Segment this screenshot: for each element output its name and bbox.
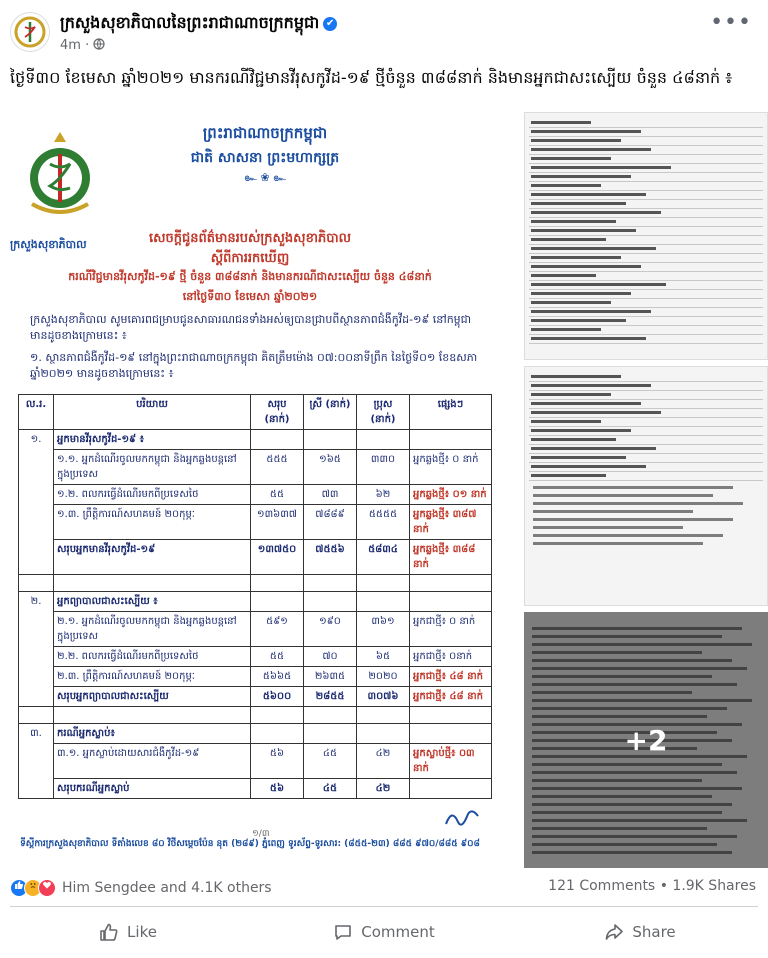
moh-emblem-icon [20, 128, 100, 238]
row-desc: ១.១. អ្នកដំណើរចូលមកកម្ពុជា និងអ្នកឆ្លងបន្តនៅក្នុងប្រទេស [54, 450, 251, 485]
row-male: ៣៦១ [357, 612, 410, 647]
share-icon [604, 922, 624, 942]
doc-title-1: សេចក្តីជូនព័ត៌មានរបស់ក្រសួងសុខាភិបាល [149, 231, 351, 246]
ornament: ๛ ❀ ๛ [244, 171, 286, 184]
group-heading: អ្នកព្យាបាលជាសះស្បើយ ៖ [54, 592, 251, 612]
group-no: ១. [19, 430, 54, 575]
summary-female: ៧៥៥៦ [304, 540, 357, 575]
row-note: អ្នកឆ្លងថ្មី៖ ០១ នាក់ [410, 485, 492, 505]
header-female: ស្រី (នាក់) [304, 395, 357, 430]
summary-female: ៤៥ [304, 779, 357, 799]
header-desc: បរិយាយ [54, 395, 251, 430]
post-header [0, 0, 768, 62]
shares-count[interactable]: 1.9K Shares [672, 878, 756, 894]
national-motto: ជាតិ សាសនា ព្រះមហាក្សត្រ [190, 150, 340, 166]
row-total: ៥៦៦៥ [251, 667, 304, 687]
table-row [19, 430, 492, 450]
row-desc: ២.២. ពលករធ្វើដំណើរមកពីប្រទេសថៃ [54, 647, 251, 667]
summary-male: ៤២ [357, 779, 410, 799]
row-note: អ្នកជាថ្មី៖ ០នាក់ [410, 647, 492, 667]
post-caption: ថ្ងៃទី៣០ ខែមេសា ឆ្នាំ២០២១ មានករណីវិជ្ជមានវីរុសកូវីដ-១៩ ថ្មីចំនួន ៣៨៨នាក់ និងមានអ្នកជាសះស្បើយ ចំនួន ៤៨នាក់ ៖ [10, 68, 733, 87]
row-male: ៥៥៥៥ [357, 505, 410, 540]
table-summary-row [19, 779, 492, 799]
gallery-thumbnail-2[interactable] [524, 366, 768, 606]
table-row [19, 744, 492, 779]
table-row [19, 450, 492, 485]
share-label: Share [632, 923, 676, 941]
summary-female: ២៨៥៥ [304, 687, 357, 707]
row-total: ៥៥ [251, 485, 304, 505]
post-meta: 4m · [60, 38, 105, 53]
summary-total: ១៣៧៥០ [251, 540, 304, 575]
table-row [19, 612, 492, 647]
table-row [19, 505, 492, 540]
row-note: អ្នកស្លាប់ថ្មី៖ ០៣ នាក់ [410, 744, 492, 779]
post-time[interactable]: 4m [60, 38, 81, 53]
stats-table [18, 394, 492, 799]
comments-count[interactable]: 121 Comments [548, 878, 656, 894]
ministry-label: ក្រសួងសុខាភិបាល [10, 238, 87, 251]
ministry-logo-icon [13, 15, 47, 49]
row-female: ១៩០ [304, 612, 357, 647]
row-desc: ២.១. អ្នកដំណើរចូលមកកម្ពុជា និងអ្នកឆ្លងបន្តនៅក្នុងប្រទេស [54, 612, 251, 647]
summary-label: សរុបករណីអ្នកស្លាប់ [54, 779, 251, 799]
row-female: ៧០ [304, 647, 357, 667]
more-options-icon[interactable]: ••• [710, 10, 752, 35]
summary-note: អ្នកជាថ្មី៖ ៤៨ នាក់ [410, 687, 492, 707]
row-note: អ្នកជាថ្មី៖ ៤៨ នាក់ [410, 667, 492, 687]
group-no: ៣. [19, 724, 54, 799]
love-reaction-icon [38, 879, 56, 897]
row-female: ១៦៥ [304, 450, 357, 485]
page-avatar[interactable] [10, 12, 50, 52]
doc-intro: ក្រសួងសុខាភិបាល សូមគោរពជម្រាបជូនសាធារណជនទាំងអស់ឲ្យបានជ្រាបពីស្ថានភាពជំងឺកូវីដ-១៩ នៅកម្ពុជា មានដូចខាងក្រោមនេះ ៖ [30, 313, 472, 342]
table-row [19, 724, 492, 744]
summary-total: ៥៦ [251, 779, 304, 799]
row-male: ៦៥ [357, 647, 410, 667]
summary-label: សរុបអ្នកមានវីរុសកូវីដ-១៩ [54, 540, 251, 575]
summary-male: ៥៨៣៤ [357, 540, 410, 575]
comment-button[interactable] [256, 914, 512, 950]
row-male: ២០២០ [357, 667, 410, 687]
row-desc: ២.៣. ព្រឹត្តិការណ៍សហគមន៍ ២០កុម្ភៈ [54, 667, 251, 687]
stats-separator: • [659, 878, 668, 894]
row-total: ៥៦ [251, 744, 304, 779]
row-note: អ្នកជាថ្មី៖ ០ នាក់ [410, 612, 492, 647]
row-note: អ្នកឆ្លងថ្មី៖ ០ នាក់ [410, 450, 492, 485]
table-row [19, 647, 492, 667]
row-desc: ៣.១. អ្នកស្លាប់ដោយសារជំងឺកូវីដ-១៩ [54, 744, 251, 779]
comment-icon [333, 922, 353, 942]
row-female: ២៦៣៥ [304, 667, 357, 687]
kingdom-title: ព្រះរាជាណាចក្រកម្ពុជា [202, 124, 328, 142]
reactions-summary[interactable] [10, 878, 272, 898]
header-no: ល.រ. [19, 395, 54, 430]
gallery-thumbnail-more[interactable] [524, 612, 768, 868]
group-heading: អ្នកមានវីរុសកូវីដ-១៩ ៖ [54, 430, 251, 450]
row-male: ៦២ [357, 485, 410, 505]
more-photos-count[interactable]: +2 [624, 723, 668, 757]
header-male: ប្រុស (នាក់) [357, 395, 410, 430]
reactions-names[interactable]: Him Sengdee and 4.1K others [62, 880, 272, 896]
thumbs-up-icon [99, 922, 119, 942]
like-button[interactable] [0, 914, 256, 950]
post-media[interactable] [0, 106, 768, 868]
verified-badge-icon: ✔ [323, 17, 337, 31]
header-note: ផ្សេងៗ [410, 395, 492, 430]
row-male: ៤២ [357, 744, 410, 779]
engagement-stats [548, 878, 756, 894]
row-desc: ១.២. ពលករធ្វើដំណើរមកពីប្រទេសថៃ [54, 485, 251, 505]
summary-note [410, 779, 492, 799]
globe-icon [93, 38, 105, 50]
group-heading: ករណីអ្នកស្លាប់៖ [54, 724, 251, 744]
table-spacer [19, 575, 492, 592]
comment-label: Comment [361, 923, 435, 941]
document-image[interactable] [0, 106, 510, 868]
row-desc: ១.៣. ព្រឹត្តិការណ៍សហគមន៍ ២០កុម្ភៈ [54, 505, 251, 540]
page-name[interactable] [60, 12, 337, 36]
doc-section-1: ១. ស្ថានភាពជំងឺកូវីដ-១៩ នៅក្នុងព្រះរាជាណាចក្រកម្ពុជា គិតត្រឹមម៉ោង ០៧:០០នាទីព្រឹក នៃថ្ងៃទី០១ ខែឧសភា ឆ្នាំ២០២១ មានដូចខាងក្រោមនេះ ៖ [30, 351, 478, 380]
doc-title-2: ស្តីពីការរកឃើញ [210, 251, 290, 266]
like-label: Like [127, 923, 157, 941]
row-female: ៧៨៨៩ [304, 505, 357, 540]
signature-icon [442, 806, 482, 832]
row-total: ៥៩១ [251, 612, 304, 647]
table-summary-row [19, 540, 492, 575]
doc-footer: ទីស្តីការក្រសួងសុខាភិបាល ទីតាំងលេខ ៨០ វិថីសម្តេចប៉ែន នុត (២៨៩) ភ្នំពេញ ទូរស័ព្ទ-ទូរសារ: (៨៥៥-២៣) ៨៨៥ ៩៧០/៨៨៥ ៩០៨ [20, 839, 480, 849]
row-female: ៧៣ [304, 485, 357, 505]
row-note: អ្នកឆ្លងថ្មី៖ ៣៨៧ នាក់ [410, 505, 492, 540]
post-actions [0, 914, 768, 950]
table-row [19, 667, 492, 687]
summary-label: សរុបអ្នកព្យាបាលជាសះស្បើយ [54, 687, 251, 707]
doc-title-3: ករណីវិជ្ជមានវីរុសកូវីដ-១៩ ថ្មី ចំនួន ៣៨៨នាក់ និងមានករណីជាសះស្បើយ ចំនួន ៤៨នាក់ [68, 270, 432, 283]
share-button[interactable] [512, 914, 768, 950]
group-no: ២. [19, 592, 54, 707]
summary-total: ៥៦០០ [251, 687, 304, 707]
row-male: ៣៣០ [357, 450, 410, 485]
row-total: ១៣៦៣៧ [251, 505, 304, 540]
table-spacer [19, 707, 492, 724]
row-total: ៥៥ [251, 647, 304, 667]
row-female: ៤៥ [304, 744, 357, 779]
row-total: ៥៥៥ [251, 450, 304, 485]
table-row [19, 485, 492, 505]
doc-title-4: នៅថ្ងៃទី៣០ ខែមេសា ឆ្នាំ២០២១ [182, 290, 318, 303]
gallery-thumbnail-1[interactable] [524, 112, 768, 360]
table-row [19, 592, 492, 612]
summary-note: អ្នកឆ្លងថ្មី៖ ៣៨៨ នាក់ [410, 540, 492, 575]
page-number: ១/៣ [252, 829, 270, 839]
summary-male: ៣០៧៦ [357, 687, 410, 707]
header-total: សរុប (នាក់) [251, 395, 304, 430]
page-name-link[interactable]: ក្រសួងសុខាភិបាលនៃព្រះរាជាណាចក្រកម្ពុជា [60, 13, 320, 32]
divider [10, 906, 758, 907]
table-summary-row [19, 687, 492, 707]
